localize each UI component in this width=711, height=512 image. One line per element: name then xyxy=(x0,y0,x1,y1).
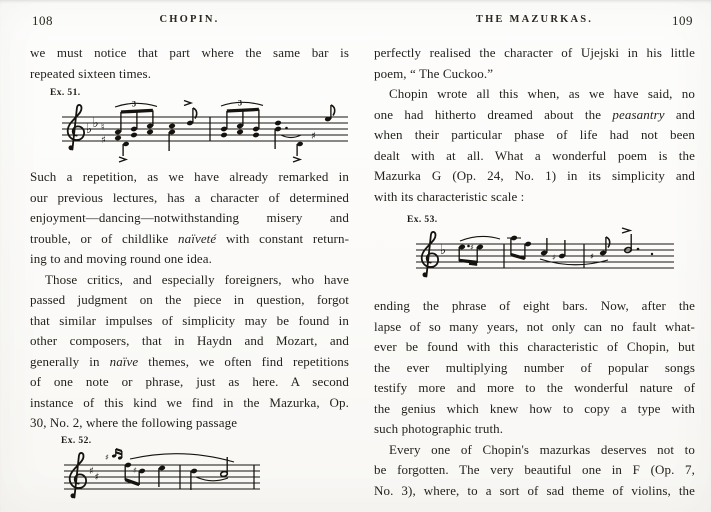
middle-notes xyxy=(540,238,608,265)
text-line: Mazurka G (Op. 24, No. 1) in its simplicity and xyxy=(374,168,695,183)
left-paragraph-1 xyxy=(30,43,349,84)
text-line: when their particular phase of life had not been xyxy=(374,127,695,142)
text-line: ever be found with this characteristic of Chopin, but xyxy=(374,339,695,354)
svg-text:♯: ♯ xyxy=(590,252,594,261)
accent-icon xyxy=(293,157,300,162)
measure-notes xyxy=(158,457,254,490)
left-page xyxy=(30,14,349,511)
right-page-number: 109 xyxy=(672,13,693,28)
text-line: passed judgment on the piece in question, forgot xyxy=(30,292,349,307)
text-line: ing to and moving round one idea. xyxy=(30,251,213,266)
svg-text:♭: ♭ xyxy=(92,116,99,131)
text-line: dealt with at all. What a wonderful poem is the xyxy=(374,147,695,163)
svg-text:♯: ♯ xyxy=(89,465,94,477)
text-line: 30, No. 2, where the following passage xyxy=(30,415,238,430)
treble-clef-icon xyxy=(422,232,438,277)
right-paragraph-4 xyxy=(374,440,695,502)
text-line: the genius which knew how to copy a type with xyxy=(374,400,695,416)
dotted-figure xyxy=(458,236,500,264)
right-paragraph-2 xyxy=(374,84,695,207)
text-line: one had hitherto dreamed about the peasantry and xyxy=(374,106,695,122)
svg-text:♮: ♮ xyxy=(101,122,105,133)
text-line: ending the phrase of eight bars. Now, after the xyxy=(374,298,695,313)
right-running-title: THE MAZURKAS. xyxy=(475,14,594,25)
left-paragraph-2 xyxy=(30,167,349,270)
key-signature-flat-icon: ♭ xyxy=(440,243,447,258)
triplet-group-2 xyxy=(220,99,263,138)
text-line: Chopin wrote all this when, as we have said, no xyxy=(389,86,695,101)
text-line: poem, “ The Cuckoo.” xyxy=(374,65,494,81)
right-running-head xyxy=(374,14,695,31)
text-line: No. 3), where, to a sort of sad theme of violins, the xyxy=(374,482,695,498)
svg-text:3: 3 xyxy=(238,99,242,108)
example-52-label: Ex. 52. xyxy=(61,435,92,446)
music-staff-51 xyxy=(60,99,350,163)
svg-text:♯: ♯ xyxy=(94,471,100,483)
right-paragraph-3 xyxy=(374,296,695,440)
triplet-group-1 xyxy=(114,100,157,162)
treble-clef-icon xyxy=(68,105,84,150)
svg-text:♯: ♯ xyxy=(470,243,474,252)
svg-text:♯: ♯ xyxy=(133,465,137,475)
high-beamed-pair xyxy=(507,235,532,259)
svg-text:♯: ♯ xyxy=(311,131,316,142)
text-line: perfectly realised the character of Ujejski in his little xyxy=(374,45,695,60)
text-line: Such a repetition, as we have already remarked in xyxy=(30,169,349,184)
text-line: such photographic truth. xyxy=(374,421,504,436)
example-51-label: Ex. 51. xyxy=(50,88,81,98)
key-signature-sharps-icon xyxy=(89,466,99,483)
text-line: other composers, that in Haydn and Mozart, and xyxy=(30,333,349,348)
text-line: Every one of Chopin's mazurkas deserves not to xyxy=(389,441,695,457)
text-line: we must notice that part where the same bar is xyxy=(30,45,349,60)
example-53-label: Ex. 53. xyxy=(407,215,438,225)
text-line: our previous lectures, has a character of determined xyxy=(30,189,349,205)
chord-and-accent-notes-1 xyxy=(168,101,196,152)
text-line: testify more and more to the wonderful nature of xyxy=(374,380,695,395)
staff-lines-icon xyxy=(416,244,674,268)
text-line: instance of this kind we find in the Mazurka, Op. xyxy=(30,394,349,410)
svg-text:♯: ♯ xyxy=(105,452,109,462)
accent-icon xyxy=(184,101,191,106)
text-line: trouble, or of childlike naïveté with constant return- xyxy=(30,230,349,246)
text-line: be forgotten. The very beautiful one in F (Op. 7, xyxy=(374,462,695,477)
left-running-title: CHOPIN. xyxy=(159,14,220,25)
text-line: of one note or phrase, just as here. A second xyxy=(30,374,349,389)
svg-text:♯: ♯ xyxy=(552,253,556,262)
svg-text:3: 3 xyxy=(132,99,136,109)
text-line: enjoyment—dancing—notwithstanding misery and xyxy=(30,210,349,225)
music-example-52 xyxy=(30,436,349,511)
text-line: generally in naïve themes, we often find repetitions xyxy=(30,353,349,369)
phrase-slur xyxy=(130,453,234,461)
left-page-number: 108 xyxy=(32,13,53,28)
accent-icon xyxy=(119,157,126,162)
text-line: with its characteristic scale : xyxy=(374,188,525,204)
right-page xyxy=(374,14,695,501)
text-line: that similar impulses of simplicity may be found in xyxy=(30,312,349,328)
svg-text:♯: ♯ xyxy=(101,135,106,146)
treble-clef-icon xyxy=(70,452,86,497)
music-staff-53 xyxy=(414,226,676,290)
accidentals-icon xyxy=(101,122,106,146)
grace-notes xyxy=(105,449,122,462)
accent-icon xyxy=(622,228,630,233)
music-example-51 xyxy=(30,88,349,163)
text-line: the ever multiplying number of popular songs xyxy=(374,359,695,375)
left-running-head xyxy=(30,14,349,31)
text-line: lapse of so many years, not only can no fault what- xyxy=(374,318,695,334)
closing-notes-1 xyxy=(274,105,334,162)
key-signature-flats-icon xyxy=(86,116,99,137)
svg-text:♭: ♭ xyxy=(86,122,93,137)
right-paragraph-1 xyxy=(374,43,695,84)
text-line: repeated sixteen times. xyxy=(30,65,152,81)
music-example-53 xyxy=(374,215,695,290)
text-line: Those critics, and especially foreigners, who have xyxy=(45,271,349,287)
left-paragraph-3 xyxy=(30,270,349,434)
music-staff-52 xyxy=(62,447,262,511)
